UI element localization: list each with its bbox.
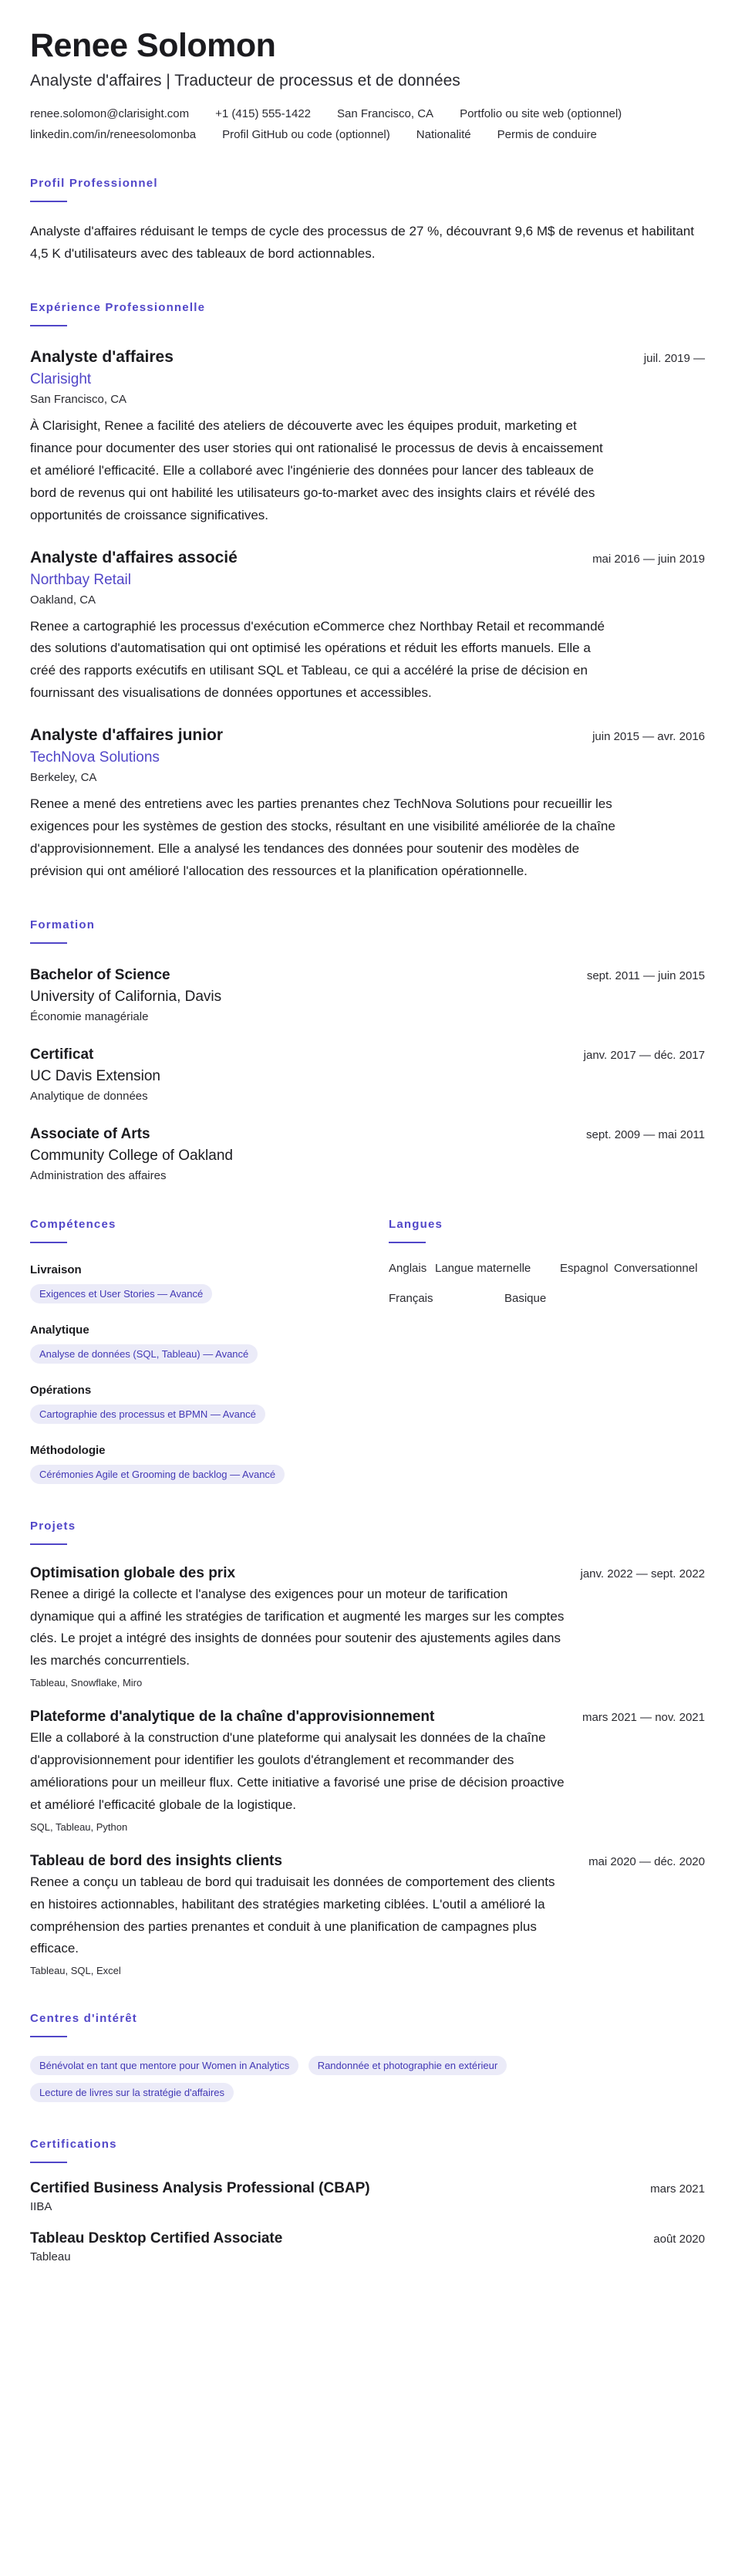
certification-issuer: IIBA <box>30 2200 52 2214</box>
skill-pill: Exigences et User Stories — Avancé <box>30 1284 212 1303</box>
contact-email[interactable]: renee.solomon@clarisight.com <box>30 107 190 121</box>
job-entry <box>30 726 705 883</box>
skill-pill: Cérémonies Agile et Grooming de backlog — Avancé <box>30 1465 285 1484</box>
job-description: À Clarisight, Renee a facilité des ateliers de découverte avec les équipes produit, marketing et finance pour documenter des user stories qui ont rationalisé le processus de devis à encaissement et amélioré l'efficacité. Elle a collaboré avec l'ingénierie des données pour lancer des tableaux de bord de revenus qui ont habilité les utilisateurs go-to-market avec des insights clairs et révélé des opportunités de croissance significatives. <box>30 418 603 522</box>
section-rule <box>30 325 67 326</box>
section-rule <box>30 2036 67 2037</box>
project-tech: Tableau, Snowflake, Miro <box>30 1677 143 1689</box>
language-name: Anglais <box>389 1261 427 1275</box>
education-field: Économie managériale <box>30 1009 149 1023</box>
contact-location: San Francisco, CA <box>337 107 434 121</box>
language-level: Langue maternelle <box>435 1261 531 1275</box>
certification-date: août 2020 <box>653 2233 705 2246</box>
job-date: mai 2016 — juin 2019 <box>592 552 705 566</box>
contact-driving-license: Permis de conduire <box>497 128 597 142</box>
job-company: TechNova Solutions <box>30 749 160 766</box>
education-degree: Bachelor of Science <box>30 966 170 983</box>
skill-group-title: Analytique <box>30 1323 89 1337</box>
candidate-headline: Analyste d'affaires | Traducteur de processus et de données <box>30 72 460 90</box>
education-school: Community College of Oakland <box>30 1147 233 1164</box>
project-title: Plateforme d'analytique de la chaîne d'approvisionnement <box>30 1709 435 1726</box>
section-title-education: Formation <box>30 918 96 931</box>
job-date: juil. 2019 — <box>643 352 705 366</box>
job-description: Renee a cartographié les processus d'exécution eCommerce chez Northbay Retail et recommandé des solutions d'automatisation qui ont optimisé les opérations et réduit les efforts manuels. Elle a créé des rapports exécutifs en utilisant SQL et Tableau, ce qui a accéléré la prise de décision en fournissant des visualisations de données opportunes et accessibles. <box>30 618 605 701</box>
projects-section <box>30 1520 705 1977</box>
job-title: Analyste d'affaires <box>30 348 174 367</box>
project-description: Elle a collaboré à la construction d'une plateforme qui analysait les données de la chaîne d'approvisionnement pour identifier les goulots d'étranglement et recommander des améliorations pour un meilleur flux. Cette initiative a favorisé une prise de décision proactive et amélioré l'efficacité globale de la logistique. <box>30 1730 565 1812</box>
certifications-section <box>30 2138 705 2263</box>
certification-name: Tableau Desktop Certified Associate <box>30 2230 283 2247</box>
certification-issuer: Tableau <box>30 2250 71 2264</box>
job-description: Renee a mené des entretiens avec les parties prenantes chez TechNova Solutions pour recueillir les exigences pour les systèmes de gestion des stocks, résultant en une visibilité améliorée de la chaîne d'approvisionnement. Elle a analysé les tendances des données pour soutenir des modèles de prévision qui ont amélioré l'allocation des ressources et la planification opérationnelle. <box>30 796 615 878</box>
section-rule <box>30 1543 67 1545</box>
education-degree: Certificat <box>30 1046 94 1063</box>
job-date: juin 2015 — avr. 2016 <box>592 730 705 744</box>
education-entry <box>30 967 705 1023</box>
certification-date: mars 2021 <box>650 2182 705 2196</box>
certification-entry <box>30 2230 705 2263</box>
section-rule <box>30 1242 67 1243</box>
education-entry <box>30 1126 705 1182</box>
candidate-name: Renee Solomon <box>30 27 276 64</box>
skills-languages-row <box>30 1218 705 1484</box>
section-rule <box>30 201 67 202</box>
certification-entry <box>30 2180 705 2213</box>
skill-group-title: Livraison <box>30 1263 82 1276</box>
education-school: University of California, Davis <box>30 988 222 1005</box>
skill-group <box>30 1323 389 1364</box>
certification-name: Certified Business Analysis Professional (CBAP) <box>30 2180 370 2197</box>
contact-github[interactable]: Profil GitHub ou code (optionnel) <box>222 128 390 142</box>
job-entry <box>30 348 705 526</box>
project-title: Tableau de bord des insights clients <box>30 1852 282 1869</box>
skill-group <box>30 1384 389 1424</box>
language-level: Basique <box>504 1291 547 1305</box>
project-entry <box>30 1565 705 1689</box>
skill-group-title: Méthodologie <box>30 1443 106 1457</box>
project-entry <box>30 1709 705 1833</box>
language-name: Français <box>389 1291 433 1305</box>
summary-section <box>30 177 705 265</box>
contact-phone[interactable]: +1 (415) 555-1422 <box>215 107 312 121</box>
experience-section <box>30 301 705 883</box>
education-date: sept. 2011 — juin 2015 <box>586 969 705 982</box>
education-entry <box>30 1046 705 1103</box>
job-title: Analyste d'affaires associé <box>30 548 238 566</box>
resume-header <box>30 28 705 141</box>
job-entry <box>30 549 705 705</box>
project-entry <box>30 1853 705 1977</box>
interest-pill: Bénévolat en tant que mentore pour Women in Analytics <box>30 2056 298 2075</box>
project-tech: SQL, Tableau, Python <box>30 1820 128 1833</box>
section-title-languages: Langues <box>389 1217 443 1231</box>
skill-pill: Analyse de données (SQL, Tableau) — Avancé <box>30 1344 258 1364</box>
section-title-projects: Projets <box>30 1519 76 1533</box>
languages-section <box>389 1218 705 1484</box>
project-description: Renee a dirigé la collecte et l'analyse des exigences pour un moteur de tarification dynamique qui a affiné les stratégies de tarification et augmenté les marges sur les comptes clés. Le projet a intégré des insights de données pour soutenir des ajustements agiles dans les marchés concurrentiels. <box>30 1586 565 1668</box>
section-rule <box>30 942 67 944</box>
project-title: Optimisation globale des prix <box>30 1564 236 1581</box>
interest-pill: Lecture de livres sur la stratégie d'affaires <box>30 2083 234 2102</box>
section-title-experience: Expérience Professionnelle <box>30 301 206 315</box>
education-school: UC Davis Extension <box>30 1067 160 1084</box>
project-tech: Tableau, SQL, Excel <box>30 1965 121 1977</box>
skill-group <box>30 1263 389 1303</box>
project-date: mai 2020 — déc. 2020 <box>588 1854 705 1868</box>
education-date: janv. 2017 — déc. 2017 <box>583 1048 705 1062</box>
section-title-skills: Compétences <box>30 1217 116 1231</box>
education-field: Analytique de données <box>30 1089 148 1103</box>
interests-list <box>30 2048 709 2102</box>
project-description: Renee a conçu un tableau de bord qui traduisait les données de comportement des clients en histoires actionnables, habilitant des stratégies marketing ciblées. L'outil a amélioré la compréhension des parties prenantes et conduit à une planification de campagnes plus efficace. <box>30 1874 555 1956</box>
contact-list <box>30 107 705 141</box>
skill-group-title: Opérations <box>30 1383 92 1397</box>
job-company: Clarisight <box>30 371 92 388</box>
section-rule <box>30 2162 67 2163</box>
summary-text: Analyste d'affaires réduisant le temps de cycle des processus de 27 %, découvrant 9,6 M$ de revenus et habilitant 4,5 K d'utilisateurs avec des tableaux de bord actionnables. <box>30 224 694 262</box>
section-rule <box>389 1242 426 1243</box>
project-date: janv. 2022 — sept. 2022 <box>580 1567 705 1580</box>
contact-portfolio[interactable]: Portfolio ou site web (optionnel) <box>460 107 622 121</box>
job-title: Analyste d'affaires junior <box>30 726 224 745</box>
job-location: Oakland, CA <box>30 593 96 607</box>
job-company: Northbay Retail <box>30 571 131 588</box>
education-degree: Associate of Arts <box>30 1125 150 1142</box>
section-title-certifications: Certifications <box>30 2138 117 2152</box>
education-field: Administration des affaires <box>30 1168 167 1182</box>
interests-section <box>30 2012 705 2102</box>
languages-grid <box>389 1262 705 1305</box>
section-title-summary: Profil Professionnel <box>30 177 158 191</box>
project-date: mars 2021 — nov. 2021 <box>582 1711 705 1725</box>
job-location: San Francisco, CA <box>30 393 127 407</box>
skill-group <box>30 1444 389 1484</box>
language-level: Conversationnel <box>614 1261 698 1275</box>
contact-nationality: Nationalité <box>416 128 471 142</box>
skill-pill: Cartographie des processus et BPMN — Avancé <box>30 1405 265 1424</box>
education-date: sept. 2009 — mai 2011 <box>586 1127 705 1141</box>
language-name: Espagnol <box>560 1261 609 1275</box>
job-location: Berkeley, CA <box>30 771 97 785</box>
interest-pill: Randonnée et photographie en extérieur <box>308 2056 507 2075</box>
contact-linkedin[interactable]: linkedin.com/in/reneesolomonba <box>30 128 197 142</box>
section-title-interests: Centres d'intérêt <box>30 2012 137 2026</box>
education-section <box>30 918 705 1182</box>
skills-section <box>30 1218 389 1484</box>
